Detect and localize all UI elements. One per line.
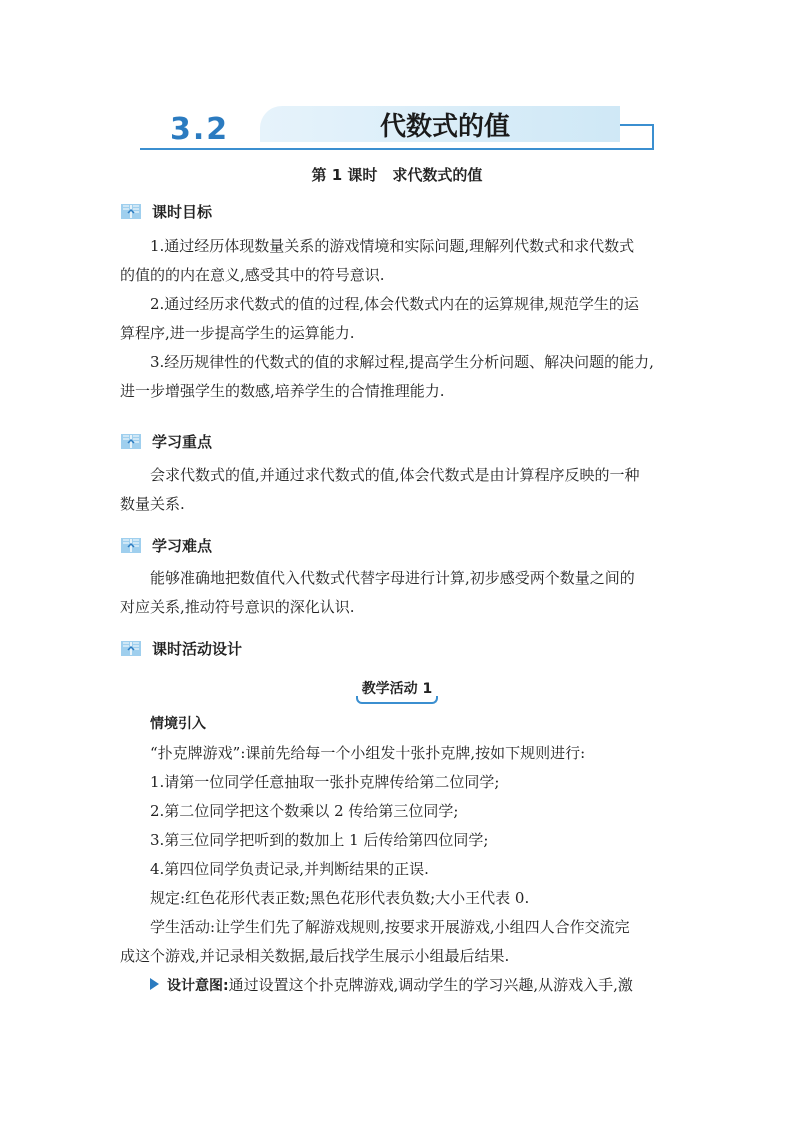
- activity-line: 3.第三位同学把听到的数加上 1 后传给第四位同学;: [150, 831, 489, 849]
- goals-text: [120, 232, 676, 406]
- keypoints-text: [120, 461, 676, 519]
- activity-title: [0, 676, 794, 702]
- section-header: [140, 104, 660, 152]
- section-design-label: 课时活动设计: [152, 639, 243, 658]
- section-goals-head: [120, 199, 212, 223]
- keypoints-line: 数量关系.: [120, 495, 185, 513]
- design-intent-text: 通过设置这个扑克牌游戏,调动学生的学习兴趣,从游戏入手,激: [228, 976, 633, 994]
- activity-text: [120, 710, 676, 1001]
- goals-line: 算程序,进一步提高学生的运算能力.: [120, 324, 355, 342]
- section-title: 代数式的值: [380, 112, 511, 142]
- section-difficulties-label: 学习难点: [152, 536, 213, 555]
- activity-line: 1.请第一位同学任意抽取一张扑克牌传给第二位同学;: [150, 773, 500, 791]
- difficulties-line: 能够准确地把数值代入代数式代替字母进行计算,初步感受两个数量之间的: [150, 569, 635, 587]
- book-icon: [120, 638, 142, 658]
- activity-title-underline: [356, 696, 439, 704]
- book-icon: [120, 431, 142, 451]
- goals-line: 的值的的内在意义,感受其中的符号意识.: [120, 266, 385, 284]
- section-keypoints-head: [120, 429, 212, 453]
- design-intent-label: 设计意图:: [167, 978, 229, 994]
- goals-line: 3.经历规律性的代数式的值的求解过程,提高学生分析问题、解决问题的能力,: [150, 353, 654, 371]
- section-keypoints-label: 学习重点: [152, 432, 213, 451]
- goals-line: 进一步增强学生的数感,培养学生的合情推理能力.: [120, 382, 445, 400]
- activity-title-text: 教学活动 1: [361, 681, 433, 697]
- activity-line: 2.第二位同学把这个数乘以 2 传给第三位同学;: [150, 802, 459, 820]
- difficulties-text: [120, 564, 676, 622]
- book-icon: [120, 201, 142, 221]
- section-goals-label: 课时目标: [152, 202, 213, 221]
- activity-line: 成这个游戏,并记录相关数据,最后找学生展示小组最后结果.: [120, 947, 510, 965]
- lesson-subtitle: 第 1 课时 求代数式的值: [311, 166, 483, 184]
- activity-line: 规定:红色花形代表正数;黑色花形代表负数;大小王代表 0.: [150, 889, 530, 907]
- header-bracket-right: [652, 124, 654, 150]
- header-underline: [140, 148, 654, 150]
- activity-line: 4.第四位同学负责记录,并判断结果的正误.: [150, 860, 429, 878]
- section-difficulties-head: [120, 533, 212, 557]
- header-bracket-top: [620, 124, 654, 126]
- activity-line: “扑克牌游戏”:课前先给每一个小组发十张扑克牌,按如下规则进行:: [150, 744, 586, 762]
- section-design-head: [120, 636, 242, 660]
- goals-line: 2.通过经历求代数式的值的过程,体会代数式内在的运算规律,规范学生的运: [150, 295, 639, 313]
- goals-line: 1.通过经历体现数量关系的游戏情境和实际问题,理解列代数式和求代数式: [150, 237, 635, 255]
- triangle-bullet-icon: [150, 978, 159, 990]
- design-intent-line: [120, 971, 676, 1001]
- difficulties-line: 对应关系,推动符号意识的深化认识.: [120, 598, 355, 616]
- intro-label: 情境引入: [150, 716, 206, 732]
- section-number: 3.2: [170, 112, 230, 147]
- activity-line: 学生活动:让学生们先了解游戏规则,按要求开展游戏,小组四人合作交流完: [150, 918, 630, 936]
- keypoints-line: 会求代数式的值,并通过求代数式的值,体会代数式是由计算程序反映的一种: [150, 466, 640, 484]
- book-icon: [120, 535, 142, 555]
